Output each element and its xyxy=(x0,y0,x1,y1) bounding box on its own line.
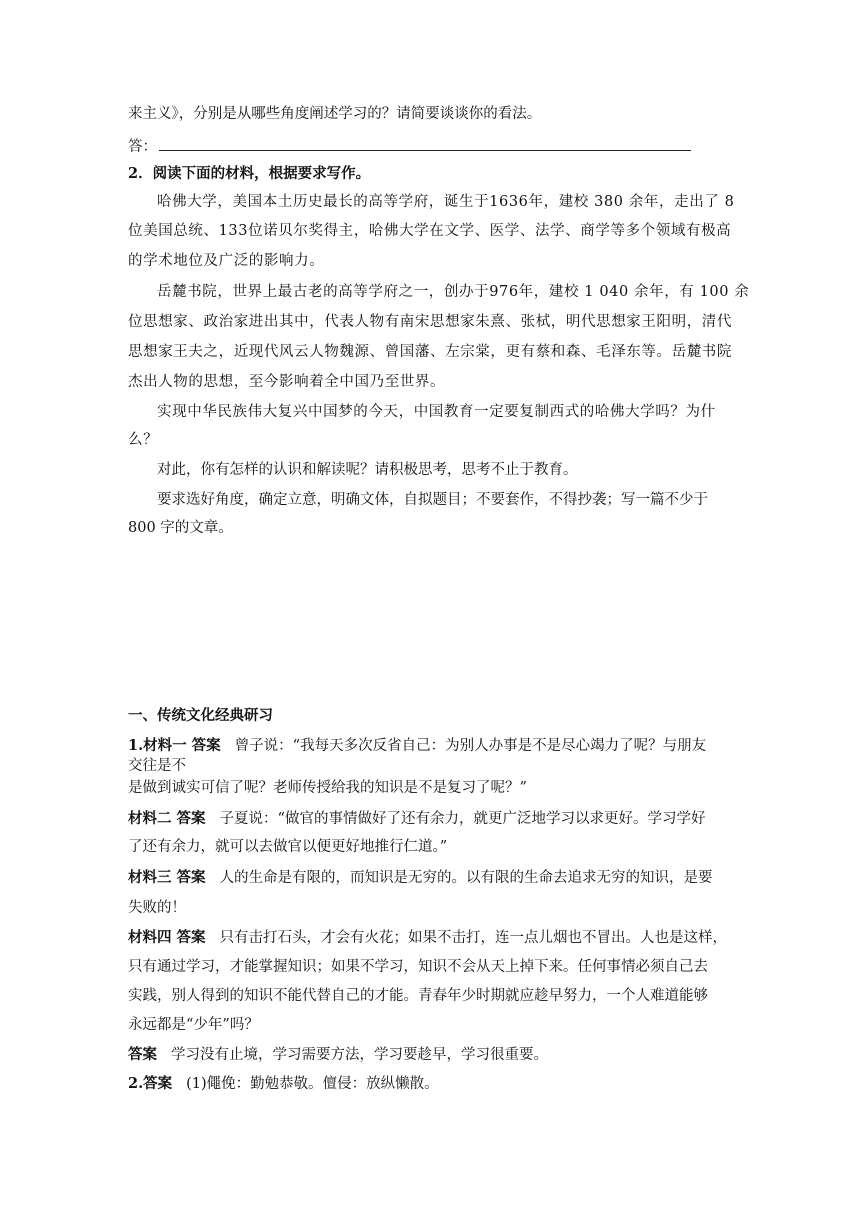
answer-material-1 xyxy=(128,736,706,756)
answer-blank-line[interactable] xyxy=(159,136,691,151)
question-2-heading: 2．阅读下面的材料，根据要求写作。 xyxy=(128,165,371,182)
requirement-line: 要求选好角度，确定立意，明确文体，自拟题目；不要套作，不得抄袭；写一篇不少于 xyxy=(157,492,708,508)
answer-text-line: 了还有余力，就可以去做官以便更好地推行仁道。” xyxy=(128,839,448,855)
answer-text-line: 只有通过学习，才能掌握知识；如果不学习，知识不会从天上掉下来。任何事情必须自己去 xyxy=(128,959,708,975)
answer-label: 答案 xyxy=(128,1046,157,1063)
material-paragraph-line: 么？ xyxy=(128,432,159,448)
answer-summary xyxy=(128,1045,548,1065)
instruction-line: 对此，你有怎样的认识和解读呢？请积极思考，思考不止于教育。 xyxy=(157,462,578,478)
material-paragraph-line: 杰出人物的思想，至今影响着全中国乃至世界。 xyxy=(128,374,446,390)
answer-material-3 xyxy=(128,868,713,888)
answer-label: 1.材料一 答案 xyxy=(128,737,221,754)
answer-text-line: 实践，别人得到的知识不能代替自己的才能。青春年少时期就应趁早努力，一个人难道能够 xyxy=(128,988,708,1004)
answer-text-line: 是做到诚实可信了呢？老师传授给我的知识是不是复习了呢？” xyxy=(128,780,527,796)
answer-text: 曾子说：“我每天多次反省自己：为别人办事是不是尽心竭力了呢？与朋友 xyxy=(234,738,707,754)
answer-text: 人的生命是有限的，而知识是无穷的。以有限的生命去追求无穷的知识，是要 xyxy=(219,870,713,886)
answer-text: 学习没有止境，学习需要方法，学习要趁早，学习很重要。 xyxy=(171,1047,548,1063)
answer-text-line: 交往是不 xyxy=(128,758,186,774)
answer-label: 2.答案 xyxy=(128,1075,173,1092)
answer-label: 材料二 答案 xyxy=(128,810,206,827)
answer-text: 子夏说：“做官的事情做好了还有余力，就更广泛地学习以求更好。学习学好 xyxy=(219,811,706,827)
requirement-line: 800 字的文章。 xyxy=(128,520,233,536)
answer-prompt xyxy=(128,136,691,157)
material-paragraph-line: 实现中华民族伟大复兴中国梦的今天，中国教育一定要复制西式的哈佛大学吗？为什 xyxy=(157,404,716,420)
answer-label: 材料三 答案 xyxy=(128,869,206,886)
material-paragraph-line: 的学术地位及广泛的影响力。 xyxy=(128,253,325,269)
material-paragraph-line: 位思想家、政治家进出其中，代表人物有南宋思想家朱熹、张栻，明代思想家王阳明，清代 xyxy=(128,314,732,330)
material-paragraph-line: 思想家王夫之，近现代风云人物魏源、曾国藩、左宗棠，更有蔡和森、毛泽东等。岳麓书院 xyxy=(128,344,732,360)
material-paragraph-line: 岳麓书院，世界上最古老的高等学府之一，创办于976年，建校 1 040 余年，有 100 余 xyxy=(157,284,750,300)
question-text-line: 来主义》，分别是从哪些角度阐述学习的？请简要谈谈你的看法。 xyxy=(128,106,542,122)
answer-text-line: 失败的！ xyxy=(128,900,186,916)
answer-material-2 xyxy=(128,809,705,829)
answer-2 xyxy=(128,1074,439,1094)
answer-label: 材料四 答案 xyxy=(128,929,206,946)
material-paragraph-line: 哈佛大学，美国本土历史最长的高等学府，诞生于1636年，建校 380 余年，走出了 8 xyxy=(157,194,735,210)
answers-section-title: 一、传统文化经典研习 xyxy=(128,707,273,724)
answer-material-4 xyxy=(128,928,727,948)
answer-text: (1)僶俛：勤勉恭敬。儃侵：放纵懒散。 xyxy=(186,1076,439,1092)
answer-text-line: 永远都是“少年”吗？ xyxy=(128,1017,259,1033)
answer-label: 答： xyxy=(128,139,157,155)
material-paragraph-line: 位美国总统、133位诺贝尔奖得主，哈佛大学在文学、医学、法学、商学等多个领域有极高 xyxy=(128,223,732,239)
answer-text: 只有击打石头，才会有火花；如果不击打，连一点儿烟也不冒出。人也是这样， xyxy=(219,930,728,946)
